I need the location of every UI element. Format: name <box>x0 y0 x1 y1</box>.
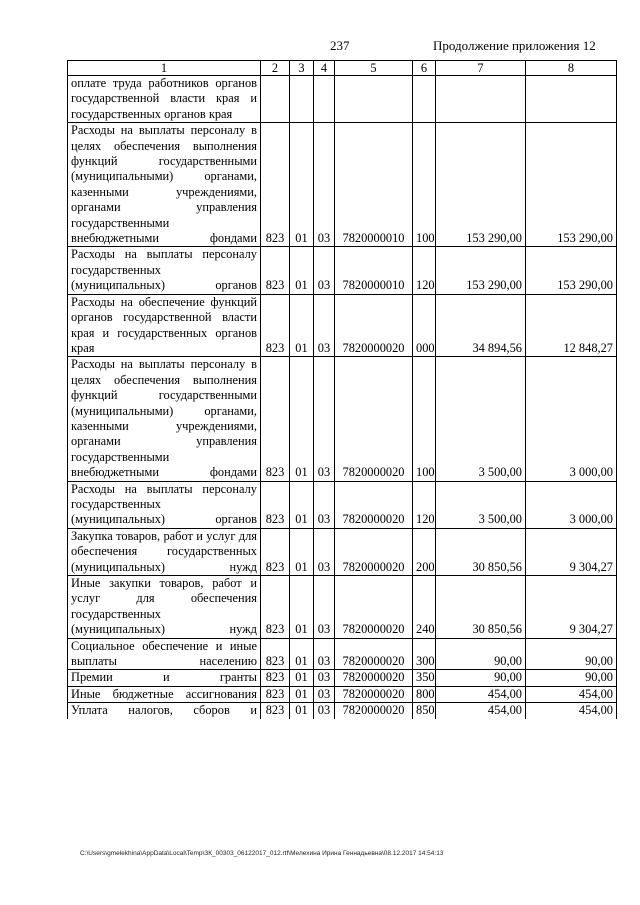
row-expense-type: 200 <box>413 528 436 575</box>
column-header-3: 3 <box>290 61 314 76</box>
row-gov-code <box>261 76 290 123</box>
row-section: 01 <box>290 638 314 670</box>
row-expense-type: 000 <box>413 294 436 357</box>
row-gov-code: 823 <box>261 528 290 575</box>
row-target-article: 7820000020 <box>335 703 413 719</box>
budget-table <box>67 60 617 719</box>
row-target-article: 7820000020 <box>335 638 413 670</box>
continuation-title: Продолжение приложения 12 <box>433 38 596 53</box>
row-subsection: 03 <box>314 638 335 670</box>
row-section: 01 <box>290 670 314 686</box>
row-gov-code: 823 <box>261 294 290 357</box>
table-row <box>68 638 617 670</box>
row-gov-code: 823 <box>261 670 290 686</box>
row-subsection: 03 <box>314 576 335 639</box>
row-gov-code: 823 <box>261 686 290 702</box>
table-row <box>68 247 617 294</box>
row-target-article: 7820000020 <box>335 481 413 528</box>
row-amount-col7: 90,00 <box>436 638 526 670</box>
row-amount-col7: 153 290,00 <box>436 247 526 294</box>
row-expense-type: 350 <box>413 670 436 686</box>
row-gov-code: 823 <box>261 357 290 481</box>
row-description: Закупка товаров, работ и услуг для обеспечения государственных (муниципальных) нужд <box>68 528 261 575</box>
row-amount-col8: 90,00 <box>526 670 617 686</box>
row-target-article: 7820000020 <box>335 528 413 575</box>
column-header-6: 6 <box>413 61 436 76</box>
row-expense-type: 800 <box>413 686 436 702</box>
row-expense-type: 120 <box>413 481 436 528</box>
row-amount-col8 <box>526 76 617 123</box>
row-amount-col7: 30 850,56 <box>436 528 526 575</box>
row-gov-code: 823 <box>261 247 290 294</box>
row-gov-code: 823 <box>261 481 290 528</box>
row-description: Уплата налогов, сборов и <box>68 703 261 719</box>
row-description: Социальное обеспечение и иные выплаты населению <box>68 638 261 670</box>
file-path-footer: C:\Users\gmelekhina\AppData\Local\Temp\ЗК_00303_06122017_012.rtf\Мелехина Ирина Геннадьевна\08.12.2017 14:54:13 <box>80 850 444 857</box>
row-amount-col7: 3 500,00 <box>436 357 526 481</box>
row-target-article: 7820000020 <box>335 686 413 702</box>
row-gov-code: 823 <box>261 576 290 639</box>
row-description: Премии и гранты <box>68 670 261 686</box>
row-subsection: 03 <box>314 123 335 247</box>
row-expense-type: 850 <box>413 703 436 719</box>
row-expense-type <box>413 76 436 123</box>
table-row <box>68 528 617 575</box>
row-amount-col7: 30 850,56 <box>436 576 526 639</box>
row-description: Расходы на выплаты персоналу в целях обеспечения выполнения функций государственными (муниципальными) органами, казенными учреждениями, органами управления государственными внебюджетными фондами <box>68 123 261 247</box>
row-section: 01 <box>290 528 314 575</box>
row-description: Расходы на выплаты персоналу в целях обеспечения выполнения функций государственными (муниципальными) органами, казенными учреждениями, органами управления государственными внебюджетными фондами <box>68 357 261 481</box>
row-amount-col8: 9 304,27 <box>526 528 617 575</box>
row-amount-col8: 454,00 <box>526 703 617 719</box>
row-gov-code: 823 <box>261 123 290 247</box>
row-section: 01 <box>290 576 314 639</box>
row-amount-col8: 153 290,00 <box>526 123 617 247</box>
row-subsection: 03 <box>314 247 335 294</box>
row-subsection: 03 <box>314 481 335 528</box>
table-row <box>68 670 617 686</box>
row-description: Расходы на выплаты персоналу государственных (муниципальных) органов <box>68 481 261 528</box>
row-section: 01 <box>290 123 314 247</box>
row-section: 01 <box>290 703 314 719</box>
row-description: Расходы на обеспечение функций органов государственной власти края и государственных органов края <box>68 294 261 357</box>
row-expense-type: 240 <box>413 576 436 639</box>
table-row <box>68 294 617 357</box>
column-header-1: 1 <box>68 61 261 76</box>
row-amount-col7: 3 500,00 <box>436 481 526 528</box>
table-row <box>68 703 617 719</box>
row-amount-col7: 153 290,00 <box>436 123 526 247</box>
row-section: 01 <box>290 481 314 528</box>
row-expense-type: 120 <box>413 247 436 294</box>
row-gov-code: 823 <box>261 703 290 719</box>
table-row <box>68 357 617 481</box>
row-subsection: 03 <box>314 703 335 719</box>
column-header-4: 4 <box>314 61 335 76</box>
row-description: Иные бюджетные ассигнования <box>68 686 261 702</box>
row-subsection: 03 <box>314 686 335 702</box>
row-amount-col8: 3 000,00 <box>526 357 617 481</box>
table-row <box>68 686 617 702</box>
row-expense-type: 100 <box>413 123 436 247</box>
table-row <box>68 76 617 123</box>
column-header-7: 7 <box>436 61 526 76</box>
row-target-article: 7820000020 <box>335 576 413 639</box>
row-description: оплате труда работников органов государственной власти края и государственных органов края <box>68 76 261 123</box>
column-header-row <box>68 61 617 76</box>
row-amount-col7: 90,00 <box>436 670 526 686</box>
row-section: 01 <box>290 294 314 357</box>
row-amount-col7: 34 894,56 <box>436 294 526 357</box>
row-target-article: 7820000010 <box>335 123 413 247</box>
column-header-2: 2 <box>261 61 290 76</box>
row-gov-code: 823 <box>261 638 290 670</box>
row-amount-col8: 90,00 <box>526 638 617 670</box>
page-number: 237 <box>330 38 350 53</box>
row-section: 01 <box>290 357 314 481</box>
row-description: Иные закупки товаров, работ и услуг для обеспечения государственных (муниципальных) нужд <box>68 576 261 639</box>
table-row <box>68 576 617 639</box>
row-subsection: 03 <box>314 294 335 357</box>
row-section: 01 <box>290 247 314 294</box>
row-expense-type: 100 <box>413 357 436 481</box>
column-header-5: 5 <box>335 61 413 76</box>
row-target-article: 7820000020 <box>335 357 413 481</box>
table-row <box>68 123 617 247</box>
row-subsection: 03 <box>314 670 335 686</box>
row-target-article: 7820000010 <box>335 247 413 294</box>
row-section: 01 <box>290 686 314 702</box>
row-amount-col8: 153 290,00 <box>526 247 617 294</box>
row-expense-type: 300 <box>413 638 436 670</box>
row-amount-col8: 3 000,00 <box>526 481 617 528</box>
row-subsection <box>314 76 335 123</box>
table-row <box>68 481 617 528</box>
row-section <box>290 76 314 123</box>
row-amount-col8: 9 304,27 <box>526 576 617 639</box>
column-header-8: 8 <box>526 61 617 76</box>
row-amount-col7 <box>436 76 526 123</box>
row-subsection: 03 <box>314 528 335 575</box>
row-target-article: 7820000020 <box>335 294 413 357</box>
row-description: Расходы на выплаты персоналу государственных (муниципальных) органов <box>68 247 261 294</box>
row-target-article <box>335 76 413 123</box>
row-amount-col8: 12 848,27 <box>526 294 617 357</box>
row-amount-col8: 454,00 <box>526 686 617 702</box>
row-subsection: 03 <box>314 357 335 481</box>
row-amount-col7: 454,00 <box>436 703 526 719</box>
row-target-article: 7820000020 <box>335 670 413 686</box>
row-amount-col7: 454,00 <box>436 686 526 702</box>
